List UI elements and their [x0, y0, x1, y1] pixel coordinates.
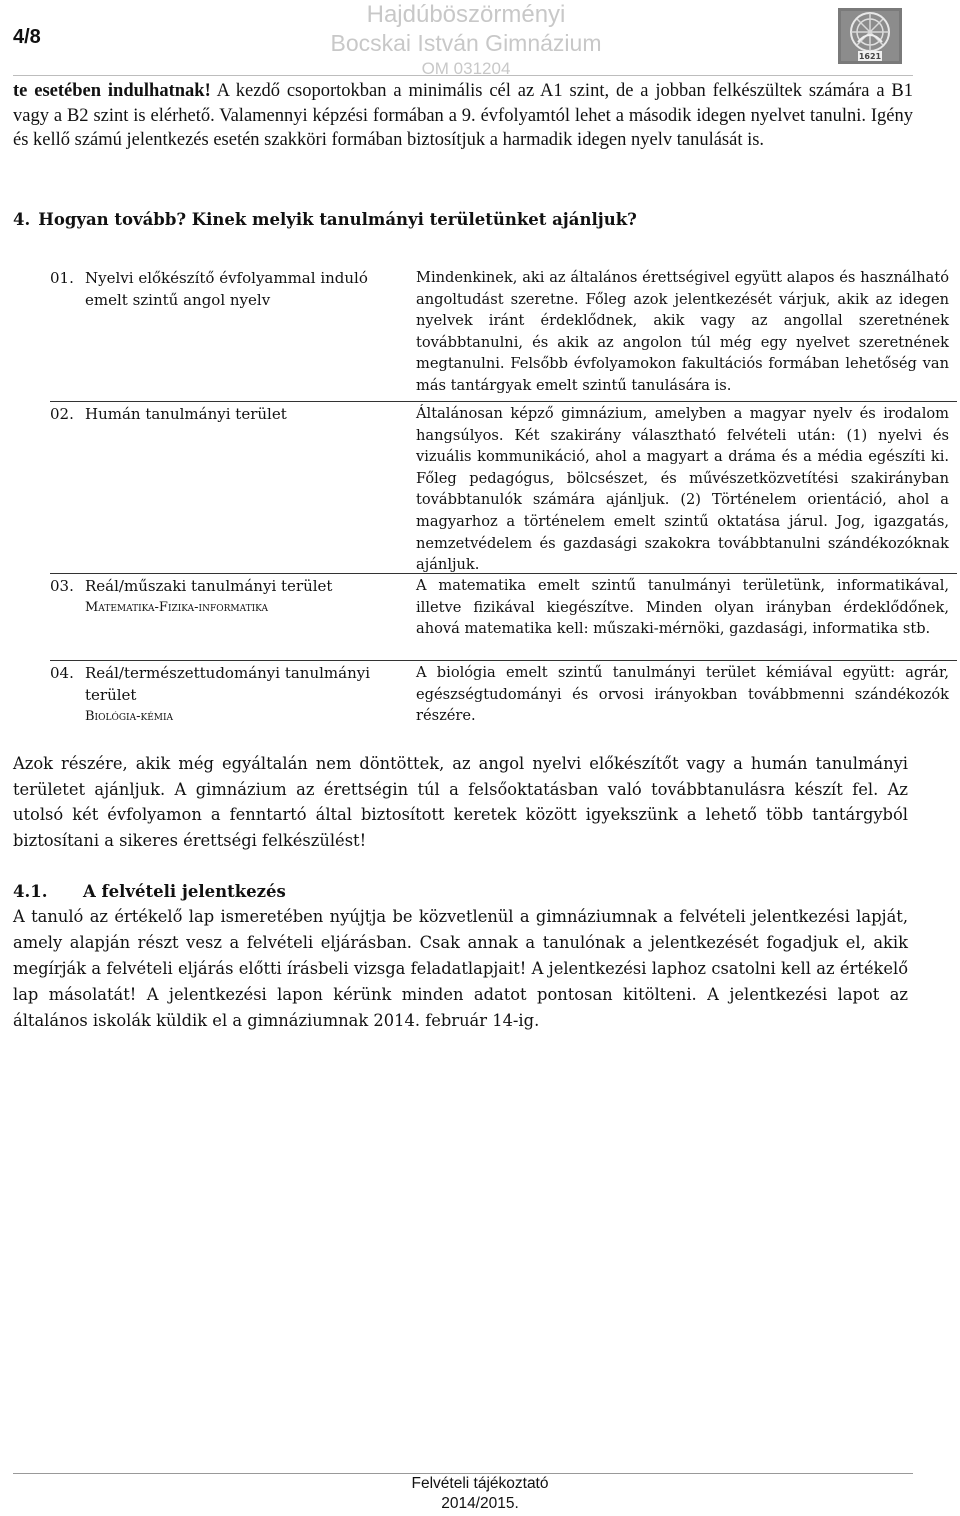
- study-area-row: [50, 660, 957, 731]
- page-number: 4/8: [13, 26, 41, 48]
- study-areas-table: [50, 266, 957, 731]
- study-area-row: [50, 573, 957, 660]
- study-area-description: Általánosan képző gimnázium, amelyben a magyar nyelv és irodalom hangsúlyos. Két szakirány választható felvételi után: (1) nyelvi és vizuális kommunikáció, ahol a magyart a dráma és a média egészíti ki. Főleg pedagógus, bölcsészet, és művészetközvetítési szakirányban továbbtanulók számára ajánljuk. (2) Történelem orientáció, ahol a magyarhoz a történelem emelt szintű oktatása járul. Jog, igazgatás, nemzetvédelem és gazdasági szakokra továbbtanulni szándékozóknak ajánljuk.: [416, 405, 949, 574]
- section-number: 4.: [13, 210, 31, 229]
- study-area-name-cell: [50, 574, 411, 660]
- study-area-description: A matematika emelt szintű tanulmányi területünk, informatikával, illetve fizikával kiegészítve. Minden olyan irányban érdeklődőnek, ahová matematika kell: műszaki-mérnöki, gazdasági, informatika stb.: [416, 577, 949, 638]
- study-area-subjects: Matematika-Fizika-informatika: [85, 600, 269, 615]
- intro-bold-lead: te esetében indulhatnak!: [13, 81, 211, 101]
- study-area-name: Nyelvi előkészítő évfolyammal induló emelt szintű angol nyelv: [85, 269, 368, 309]
- intro-text: A kezdő csoportokban a minimális cél az A1 szint, de a jobban felkészültek számára a B1 vagy a B2 szint is elérhető. Valamennyi képzési formában a 9. évfolyamtól lehet a második idegen nyelvet tanulni. Igény és kellő számú jelentkezés esetén szakköri formában biztosítjuk a harmadik idegen nyelv tanulását is.: [13, 81, 913, 150]
- subsection-heading: [13, 882, 286, 901]
- study-area-description: Mindenkinek, aki az általános érettségivel együtt alapos és használható angoltudást szeretne. Főleg azok jelentkezését várjuk, akik az idegen nyelvek iránt érdeklődnek, akik vagy az angollal szeretnének továbbtanulni, és akik az angolon túl még egy nyelvet szeretnének megtanulni. Felsőbb évfolyamokon fakultációs formában lehetőség van más tantárgyak emelt szintű tanulására is.: [416, 269, 949, 394]
- study-area-row: [50, 266, 957, 401]
- study-area-row: [50, 401, 957, 573]
- study-area-subjects: Biológia-kémia: [85, 709, 174, 724]
- subsection-title: A felvételi jelentkezés: [83, 882, 286, 901]
- school-name-line1: Hajdúböszörményi: [366, 1, 566, 28]
- logo-year: 1621: [858, 52, 882, 61]
- study-area-code: 01.: [50, 269, 74, 287]
- section-title: Hogyan tovább? Kinek melyik tanulmányi területünket ajánljuk?: [38, 210, 637, 229]
- study-area-code: 02.: [50, 405, 74, 423]
- subsection-number: 4.1.: [13, 882, 48, 901]
- header-divider: [13, 75, 913, 76]
- closing-paragraph: Azok részére, akik még egyáltalán nem döntöttek, az angol nyelvi előkészítőt vagy a humán tanulmányi területet ajánljuk. A gimnázium az érettségin túl a felsőoktatásban való továbbtanulásra készít fel. Az utolsó két évfolyamon a fenntartó által biztosított keretek között igyekszünk a lehető több tantárgyból biztosítani a sikeres érettségi felkészülést!: [13, 754, 908, 850]
- school-name-line2: Bocskai István Gimnázium: [330, 30, 602, 56]
- study-area-description: A biológia emelt szintű tanulmányi terület kémiával együtt: agrár, egészségtudományi és orvosi irányokban továbbmenni szándékozók részére.: [416, 664, 949, 725]
- page-footer: [360, 1474, 600, 1514]
- school-logo: [838, 8, 902, 64]
- footer-title: Felvételi tájékoztató: [411, 1475, 549, 1492]
- study-area-name-cell: [50, 402, 411, 573]
- study-area-code: 04.: [50, 664, 74, 682]
- study-area-name: Reál/műszaki tanulmányi terület: [85, 577, 333, 595]
- study-area-name: Reál/természettudományi tanulmányi terület: [85, 664, 371, 704]
- school-name: [296, 0, 636, 80]
- study-area-code: 03.: [50, 577, 74, 595]
- study-area-name-cell: [50, 661, 411, 731]
- section-heading: [13, 210, 645, 229]
- study-area-name-cell: [50, 266, 411, 401]
- intro-paragraph: [13, 79, 913, 153]
- school-om-code: OM 031204: [421, 59, 511, 78]
- page-header: [0, 0, 960, 80]
- subsection-paragraph: A tanuló az értékelő lap ismeretében nyújtja be közvetlenül a gimnáziumnak a felvételi jelentkezési lapját, amely alapján részt vesz a felvételi eljárásban. Csak annak a tanulónak a jelentkezését fogadjuk el, akik megírják a felvételi eljárás előtti írásbeli vizsga feladatlapjait! A jelentkezési laphoz csatolni kell az értékelő lap másolatát! A jelentkezési lapon kérünk minden adatot pontosan kitölteni. A jelentkezési lapot az általános iskolák küldik el a gimnáziumnak 2014. február 14-ig.: [13, 907, 908, 1030]
- footer-year: 2014/2015.: [441, 1495, 519, 1512]
- study-area-name: Humán tanulmányi terület: [85, 405, 287, 423]
